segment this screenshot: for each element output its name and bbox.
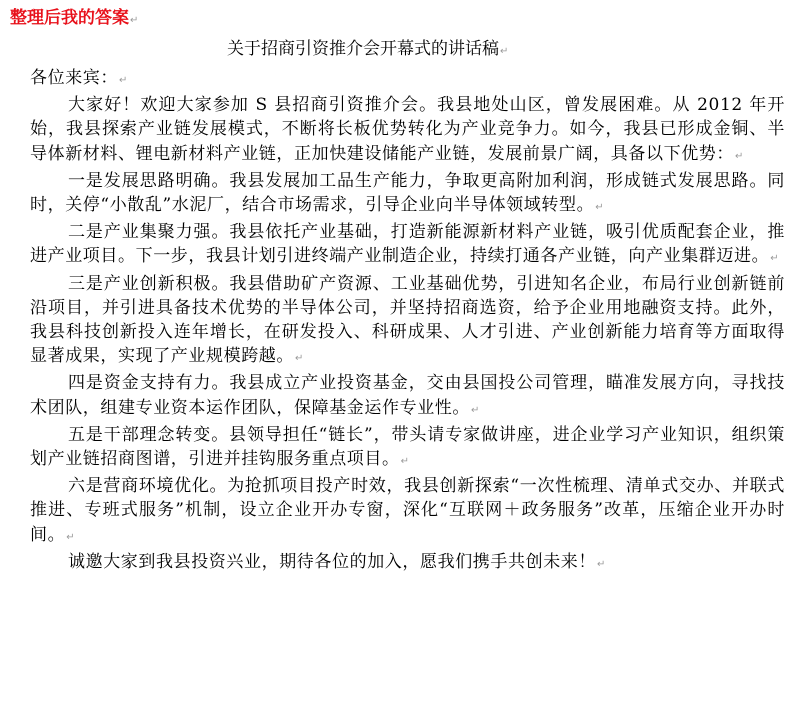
paragraph-advantage-6 bbox=[30, 474, 785, 550]
paragraph-mark-icon: ↵ bbox=[500, 46, 509, 57]
paragraph-text: 三是产业创新积极。我县借助矿产资源、工业基础优势，引进知名企业，布局行业创新链前沿项目，并引进具备技术优势的半导体公司，并坚持招商选资，给予企业用地融资支持。此外，我县科技创新投入连年增长，在研发投入、科研成果、人才引进、产业创新能力培育等方面取得显著成果，实现了产业规模跨越。 bbox=[30, 273, 785, 367]
paragraph-mark-icon: ↵ bbox=[735, 150, 744, 162]
paragraph-advantage-2 bbox=[30, 220, 785, 271]
paragraph-welcome bbox=[30, 93, 785, 169]
paragraph-mark-icon: ↵ bbox=[130, 15, 139, 26]
paragraph-mark-icon: ↵ bbox=[400, 456, 410, 468]
paragraph-mark-icon: ↵ bbox=[66, 531, 76, 543]
paragraph-text: 六是营商环境优化。为抢抓项目投产时效，我县创新探索“一次性梳理、清单式交办、并联式推进、专班式服务”机制，设立企业开办专窗，深化“互联网＋政务服务”改革，压缩企业开办时间。 bbox=[30, 476, 785, 545]
salutation bbox=[30, 66, 785, 93]
paragraph-mark-icon: ↵ bbox=[770, 253, 780, 265]
paragraph-text: 大家好！欢迎大家参加 S 县招商引资推介会。我县地处山区，曾发展困难。从 2012 年开始，我县探索产业链发展模式，不断将长板优势转化为产业竞争力。如今，我县已形成金铜、半导体新材料、锂电新材料产业链，正加快建设储能产业链，发展前景广阔，具备以下优势： bbox=[30, 95, 785, 164]
paragraph-mark-icon: ↵ bbox=[471, 404, 480, 416]
answer-header-text: 整理后我的答案 bbox=[10, 8, 129, 28]
paragraph-advantage-5 bbox=[30, 423, 785, 474]
paragraph-text: 二是产业集聚力强。我县依托产业基础，打造新能源新材料产业链，吸引优质配套企业，推进产业项目。下一步，我县计划引进终端产业制造企业，持续打通各产业链，向产业集群迈进。 bbox=[30, 222, 785, 267]
paragraph-text: 四是资金支持有力。我县成立产业投资基金，交由县国投公司管理，瞄准发展方向，寻找技术团队，组建专业资本运作团队，保障基金运作专业性。 bbox=[30, 373, 785, 418]
paragraph-mark-icon: ↵ bbox=[295, 353, 304, 365]
paragraph-advantage-1 bbox=[30, 169, 785, 220]
speech-title-text: 关于招商引资推介会开幕式的讲话稿 bbox=[227, 39, 499, 59]
speech-body bbox=[30, 66, 785, 577]
paragraph-advantage-3 bbox=[30, 272, 785, 372]
paragraph-text: 诚邀大家到我县投资兴业，期待各位的加入，愿我们携手共创未来！ bbox=[68, 551, 596, 572]
salutation-text: 各位来宾： bbox=[30, 68, 118, 88]
paragraph-text: 一是发展思路明确。我县发展加工品生产能力，争取更高附加利润，形成链式发展思路。同时，关停“小散乱”水泥厂，结合市场需求，引导企业向半导体领域转型。 bbox=[30, 170, 785, 216]
answer-header bbox=[10, 6, 138, 33]
paragraph-mark-icon: ↵ bbox=[595, 202, 605, 214]
paragraph-text: 五是干部理念转变。县领导担任“链长”，带头请专家做讲座，进企业学习产业知识，组织策划产业链招商图谱，引进并挂钩服务重点项目。 bbox=[30, 424, 785, 470]
speech-title bbox=[227, 38, 508, 63]
paragraph-mark-icon: ↵ bbox=[597, 558, 606, 570]
paragraph-advantage-4 bbox=[30, 371, 785, 422]
paragraph-mark-icon: ↵ bbox=[119, 75, 128, 86]
paragraph-closing bbox=[30, 550, 785, 577]
